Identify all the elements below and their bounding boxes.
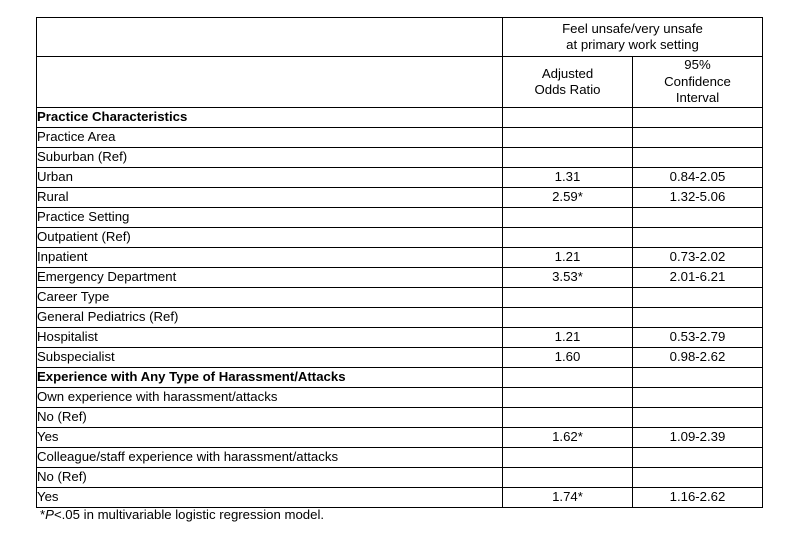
- row-confidence-interval: [633, 108, 763, 128]
- table-row: [37, 428, 763, 448]
- table-row: [37, 128, 763, 148]
- table-row: [37, 108, 763, 128]
- row-label: No (Ref): [37, 408, 503, 428]
- row-label: Practice Area: [37, 128, 503, 148]
- row-adjusted-odds-ratio: 1.74*: [503, 488, 633, 508]
- row-adjusted-odds-ratio: 2.59*: [503, 188, 633, 208]
- table-row: [37, 288, 763, 308]
- row-confidence-interval: [633, 308, 763, 328]
- row-confidence-interval: [633, 368, 763, 388]
- table-header-row-group: [37, 18, 763, 57]
- row-confidence-interval: 1.16-2.62: [633, 488, 763, 508]
- row-confidence-interval: 0.53-2.79: [633, 328, 763, 348]
- results-table-container: [36, 17, 762, 508]
- table-row: [37, 248, 763, 268]
- row-confidence-interval: 0.84-2.05: [633, 168, 763, 188]
- row-label: Urban: [37, 168, 503, 188]
- row-label: Suburban (Ref): [37, 148, 503, 168]
- table-row: [37, 268, 763, 288]
- row-adjusted-odds-ratio: [503, 388, 633, 408]
- row-adjusted-odds-ratio: [503, 108, 633, 128]
- row-label: Own experience with harassment/attacks: [37, 388, 503, 408]
- row-adjusted-odds-ratio: 1.62*: [503, 428, 633, 448]
- footnote-text: <.05 in multivariable logistic regression model.: [53, 507, 325, 522]
- row-confidence-interval: [633, 408, 763, 428]
- table-row: [37, 388, 763, 408]
- table-row: [37, 488, 763, 508]
- row-adjusted-odds-ratio: [503, 308, 633, 328]
- row-confidence-interval: [633, 128, 763, 148]
- row-label: Practice Characteristics: [37, 108, 503, 128]
- table-row: [37, 168, 763, 188]
- row-label: Practice Setting: [37, 208, 503, 228]
- table-row: [37, 308, 763, 328]
- row-confidence-interval: 2.01-6.21: [633, 268, 763, 288]
- row-label: Hospitalist: [37, 328, 503, 348]
- row-label: Rural: [37, 188, 503, 208]
- header-empty-cell-2: [37, 57, 503, 108]
- row-adjusted-odds-ratio: [503, 148, 633, 168]
- row-adjusted-odds-ratio: [503, 228, 633, 248]
- header-ci-line2: Confidence: [664, 73, 731, 89]
- row-confidence-interval: 0.98-2.62: [633, 348, 763, 368]
- header-aor-line1: Adjusted: [541, 65, 594, 81]
- row-confidence-interval: [633, 148, 763, 168]
- table-row: [37, 188, 763, 208]
- table-row: [37, 208, 763, 228]
- results-table: [36, 17, 763, 508]
- footnote-asterisk: *: [40, 507, 46, 522]
- header-confidence-interval: [633, 57, 763, 108]
- header-adjusted-odds-ratio: [503, 57, 633, 108]
- row-adjusted-odds-ratio: [503, 468, 633, 488]
- footnote-italic-p: P: [45, 507, 54, 522]
- row-adjusted-odds-ratio: [503, 368, 633, 388]
- header-ci-line3: Interval: [675, 90, 720, 106]
- row-adjusted-odds-ratio: 1.21: [503, 248, 633, 268]
- row-label: General Pediatrics (Ref): [37, 308, 503, 328]
- row-adjusted-odds-ratio: 1.60: [503, 348, 633, 368]
- row-label: Outpatient (Ref): [37, 228, 503, 248]
- row-label: Emergency Department: [37, 268, 503, 288]
- row-label: Career Type: [37, 288, 503, 308]
- table-row: [37, 328, 763, 348]
- row-adjusted-odds-ratio: [503, 288, 633, 308]
- table-row: [37, 468, 763, 488]
- table-row: [37, 368, 763, 388]
- table-row: [37, 408, 763, 428]
- row-confidence-interval: [633, 468, 763, 488]
- header-ci-line1: 95%: [684, 57, 711, 73]
- header-group-line2: at primary work setting: [566, 37, 699, 52]
- row-adjusted-odds-ratio: 1.21: [503, 328, 633, 348]
- header-group-line1: Feel unsafe/very unsafe: [562, 20, 703, 36]
- table-footnote: [40, 507, 324, 523]
- row-adjusted-odds-ratio: 3.53*: [503, 268, 633, 288]
- row-confidence-interval: [633, 208, 763, 228]
- table-body: [37, 18, 763, 508]
- row-label: Experience with Any Type of Harassment/Attacks: [37, 368, 503, 388]
- row-adjusted-odds-ratio: [503, 128, 633, 148]
- row-confidence-interval: [633, 388, 763, 408]
- row-confidence-interval: [633, 448, 763, 468]
- table-row: [37, 448, 763, 468]
- header-empty-cell: [37, 18, 503, 57]
- row-confidence-interval: [633, 228, 763, 248]
- row-adjusted-odds-ratio: [503, 448, 633, 468]
- row-adjusted-odds-ratio: [503, 408, 633, 428]
- table-row: [37, 348, 763, 368]
- table-row: [37, 148, 763, 168]
- header-aor-line2: Odds Ratio: [534, 82, 601, 97]
- row-label: No (Ref): [37, 468, 503, 488]
- row-label: Subspecialist: [37, 348, 503, 368]
- table-header-row-columns: [37, 57, 763, 108]
- row-label: Yes: [37, 428, 503, 448]
- row-adjusted-odds-ratio: 1.31: [503, 168, 633, 188]
- row-confidence-interval: 0.73-2.02: [633, 248, 763, 268]
- row-label: Yes: [37, 488, 503, 508]
- row-confidence-interval: 1.09-2.39: [633, 428, 763, 448]
- table-row: [37, 228, 763, 248]
- header-group-outcome: [503, 18, 763, 57]
- row-adjusted-odds-ratio: [503, 208, 633, 228]
- row-confidence-interval: [633, 288, 763, 308]
- row-confidence-interval: 1.32-5.06: [633, 188, 763, 208]
- row-label: Colleague/staff experience with harassment/attacks: [37, 448, 503, 468]
- row-label: Inpatient: [37, 248, 503, 268]
